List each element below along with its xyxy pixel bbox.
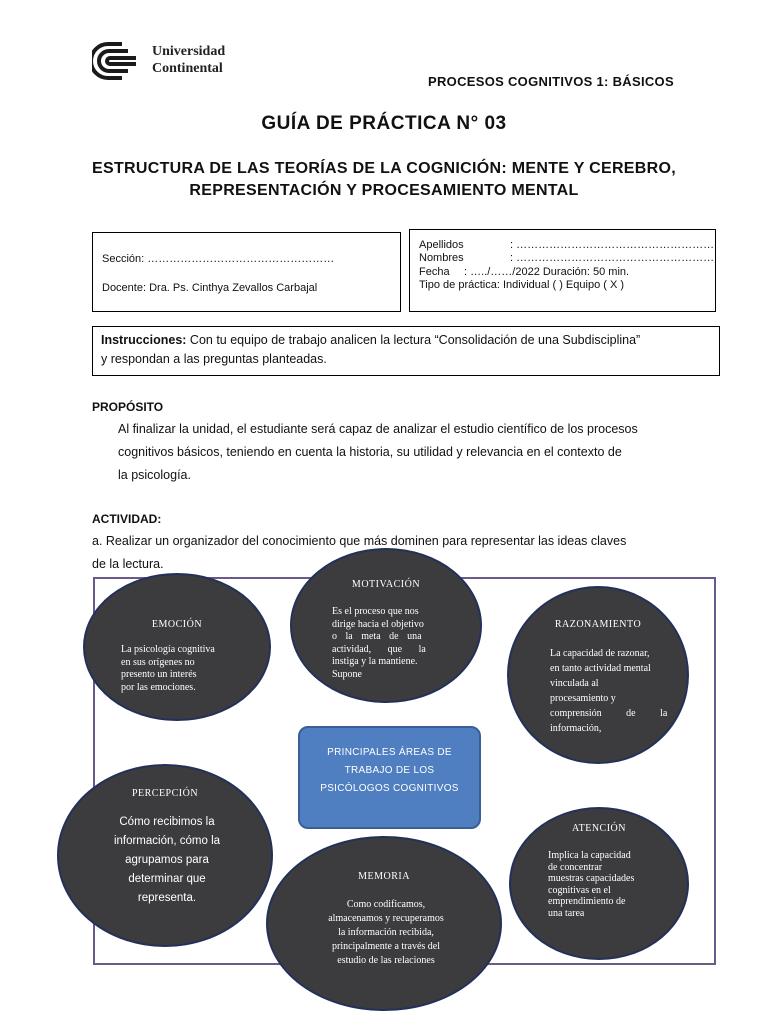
attention-line: Implica la capacidad — [548, 850, 631, 861]
perception-line: representa. — [137, 892, 197, 904]
motivation-line: o la meta de una — [332, 631, 422, 642]
memory-text — [308, 898, 464, 968]
instructions-label: Instrucciones: — [101, 333, 187, 347]
attention-line: de concentrar — [548, 861, 603, 873]
university-logo-icon — [92, 42, 146, 80]
emotion-line: presento un interés — [121, 669, 197, 680]
instructions-line-1 — [101, 331, 713, 350]
names-field: : ……………………………………………… — [510, 252, 715, 264]
purpose-line-1: Al finalizar la unidad, el estudiante será capaz de analizar el estudio científico de los procesos — [118, 422, 638, 436]
attention-line: cognitivas en el — [548, 884, 611, 896]
reasoning-node — [507, 586, 689, 764]
motivation-line: actividad, que la — [332, 643, 426, 655]
perception-line: información, cómo la — [113, 835, 221, 847]
university-logo — [92, 42, 242, 80]
perception-title: PERCEPCIÓN — [131, 788, 199, 799]
central-topic-line-1: PRINCIPALES ÁREAS DE — [327, 747, 452, 758]
perception-line: agrupamos para — [125, 854, 209, 866]
surname-label: Apellidos — [419, 239, 464, 251]
logo-line-1: Universidad — [152, 44, 226, 59]
instructions-text-2: y respondan a las preguntas planteadas. — [101, 352, 327, 366]
purpose-paragraph — [118, 418, 718, 487]
activity-line-1: a. Realizar un organizador del conocimiento que más dominen para representar las ideas claves — [92, 534, 627, 548]
reasoning-line: comprensión de la — [550, 708, 668, 719]
motivation-line: dirige hacia el objetivo — [332, 618, 424, 630]
perception-line: determinar que — [128, 873, 206, 885]
motivation-line: instiga y la mantiene. — [332, 656, 418, 667]
memory-line: almacenamos y recuperamos — [328, 913, 444, 924]
reasoning-text — [550, 646, 678, 736]
reasoning-line: información, — [550, 723, 602, 734]
emotion-node — [83, 573, 271, 721]
practice-type: Tipo de práctica: Individual ( ) Equipo ( X ) — [419, 279, 625, 291]
emotion-line: La psicología cognitiva — [121, 644, 215, 655]
central-topic-line-2: TRABAJO DE LOS — [344, 765, 435, 776]
reasoning-line: La capacidad de razonar, — [550, 648, 650, 659]
instructions-text-1: Con tu equipo de trabajo analicen la lectura “Consolidación de una Subdisciplina” — [186, 333, 641, 347]
activity-line-2: de la lectura. — [92, 557, 164, 571]
memory-line: principalmente a través del — [331, 941, 440, 952]
attention-node — [509, 807, 689, 960]
reasoning-line: vinculada al — [550, 678, 599, 689]
course-name: PROCESOS COGNITIVOS 1: BÁSICOS — [428, 74, 674, 89]
date-field: : …../……/2022 Duración: 50 min. — [464, 266, 630, 278]
central-topic — [298, 726, 481, 829]
date-label: Fecha — [419, 266, 450, 278]
activity-heading: ACTIVIDAD: — [92, 512, 162, 526]
central-topic-line-3: PSICÓLOGOS COGNITIVOS — [320, 783, 459, 794]
instructions-box — [92, 326, 720, 376]
emotion-line: por las emociones. — [121, 681, 196, 693]
section-teacher-box — [92, 232, 401, 312]
section-field: Sección: …………………………………………… — [102, 253, 335, 265]
perception-text — [79, 813, 255, 908]
memory-line: Como codificamos, — [346, 899, 426, 910]
guide-title: GUÍA DE PRÁCTICA N° 03 — [261, 113, 507, 134]
purpose-heading: PROPÓSITO — [92, 400, 164, 414]
attention-title: ATENCIÓN — [572, 823, 626, 834]
memory-line: la información recibida, — [338, 927, 434, 938]
teacher-name: Docente: Dra. Ps. Cinthya Zevallos Carbajal — [102, 282, 318, 294]
memory-line: estudio de las relaciones — [337, 955, 435, 966]
attention-line: muestras capacidades — [548, 873, 635, 884]
purpose-line-3: la psicología. — [118, 468, 191, 482]
reasoning-line: procesamiento y — [550, 693, 616, 704]
motivation-node — [290, 548, 482, 703]
motivation-text — [332, 606, 446, 681]
motivation-title: MOTIVACIÓN — [351, 579, 421, 590]
logo-line-2: Continental — [152, 61, 223, 76]
memory-node — [266, 836, 502, 1011]
names-label: Nombres — [419, 252, 464, 264]
motivation-line: Es el proceso que nos — [332, 606, 419, 617]
surname-field: : ……………………………………………… — [510, 239, 715, 251]
perception-node — [57, 764, 273, 947]
student-info-box — [409, 229, 716, 312]
reasoning-title: RAZONAMIENTO — [554, 619, 642, 630]
purpose-line-2: cognitivos básicos, teniendo en cuenta la historia, su utilidad y relevancia en el contexto de — [118, 445, 622, 459]
motivation-line: Supone — [332, 668, 362, 680]
reasoning-line: en tanto actividad mental — [550, 663, 651, 674]
perception-line: Cómo recibimos la — [119, 816, 215, 828]
emotion-line: en sus orígenes no — [121, 656, 195, 668]
attention-text — [548, 850, 676, 919]
subtitle-line-1: ESTRUCTURA DE LAS TEORÍAS DE LA COGNICIÓN: MENTE Y CEREBRO, — [92, 160, 676, 177]
subtitle — [74, 158, 694, 202]
subtitle-line-2: REPRESENTACIÓN Y PROCESAMIENTO MENTAL — [189, 182, 579, 199]
attention-line: una tarea — [548, 907, 585, 919]
emotion-text — [121, 644, 251, 694]
attention-line: emprendimiento de — [548, 896, 626, 907]
emotion-title: EMOCIÓN — [151, 619, 203, 630]
memory-title: MEMORIA — [358, 871, 410, 882]
